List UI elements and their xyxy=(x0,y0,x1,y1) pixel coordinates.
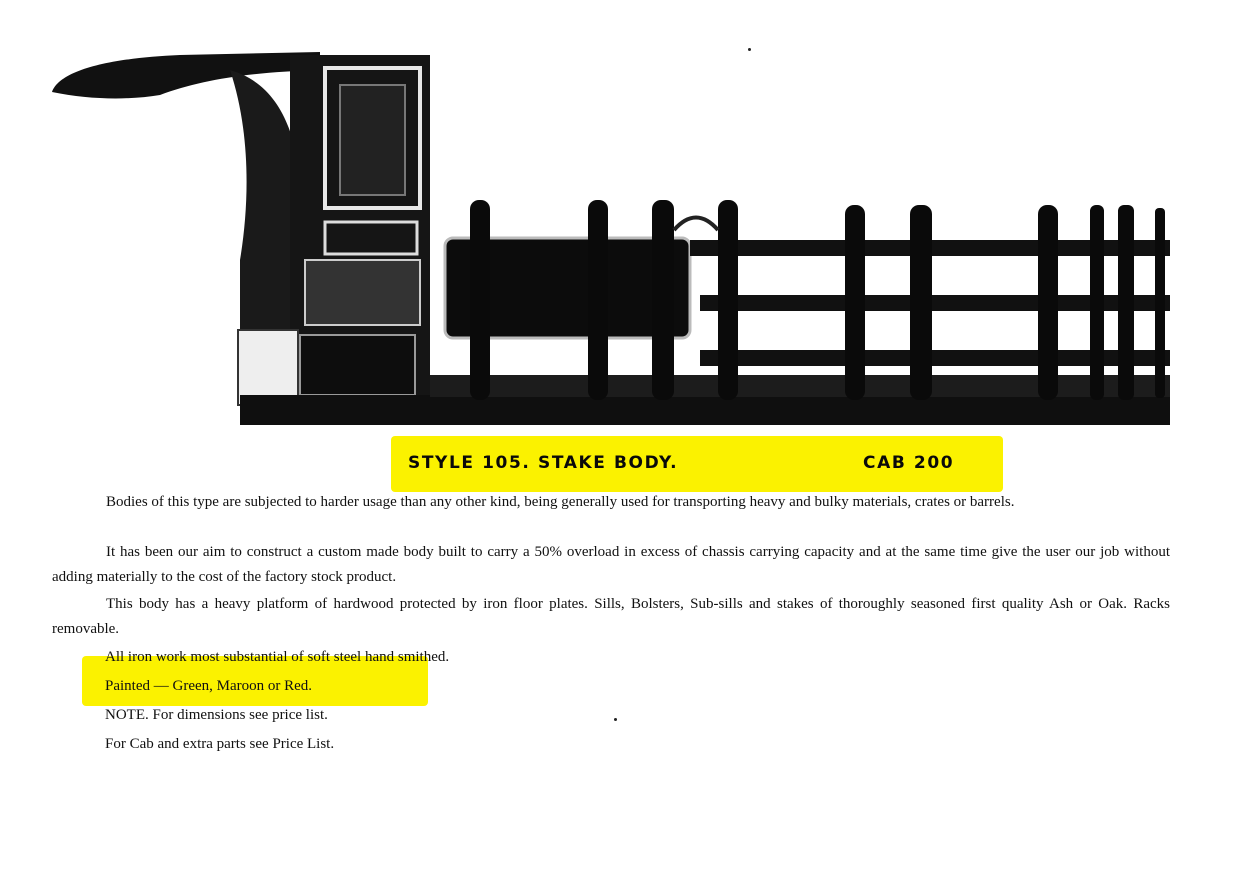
paragraph-aim: It has been our aim to construct a custom made body built to carry a 50% overload in excess of chassis carrying capacity and at the same time give the user our job without adding materially to the cost of the factory stock product. xyxy=(52,544,1170,585)
cab-window xyxy=(340,85,405,195)
caption-cab: CAB 200 xyxy=(863,453,955,473)
cab-roof-visor xyxy=(52,52,320,98)
rack-chain xyxy=(674,218,718,231)
caption-style: STYLE 105. STAKE BODY. xyxy=(408,453,679,473)
line-cab-extra-parts: For Cab and extra parts see Price List. xyxy=(105,736,335,752)
cab-fender xyxy=(238,330,298,405)
cab-seat-panel xyxy=(305,260,420,325)
cab-step xyxy=(300,335,415,395)
line-paint-colors: Painted — Green, Maroon or Red. xyxy=(105,678,313,694)
print-speck xyxy=(748,48,751,51)
line-iron-work: All iron work most substantial of soft steel hand smithed. xyxy=(105,649,450,665)
paragraph-platform: This body has a heavy platform of hardwood protected by iron floor plates. Sills, Bolsters, Sub-sills and stakes of thoroughly seasoned first quality Ash or Oak. Racks removable. xyxy=(52,596,1170,637)
paragraph-usage: Bodies of this type are subjected to harder usage than any other kind, being generally used for transporting heavy and bulky materials, crates or barrels. xyxy=(106,494,1015,510)
print-speck xyxy=(614,718,617,721)
platform-edge xyxy=(430,375,1170,397)
line-note-dimensions: NOTE. For dimensions see price list. xyxy=(105,707,328,723)
platform-sill xyxy=(240,395,1170,425)
